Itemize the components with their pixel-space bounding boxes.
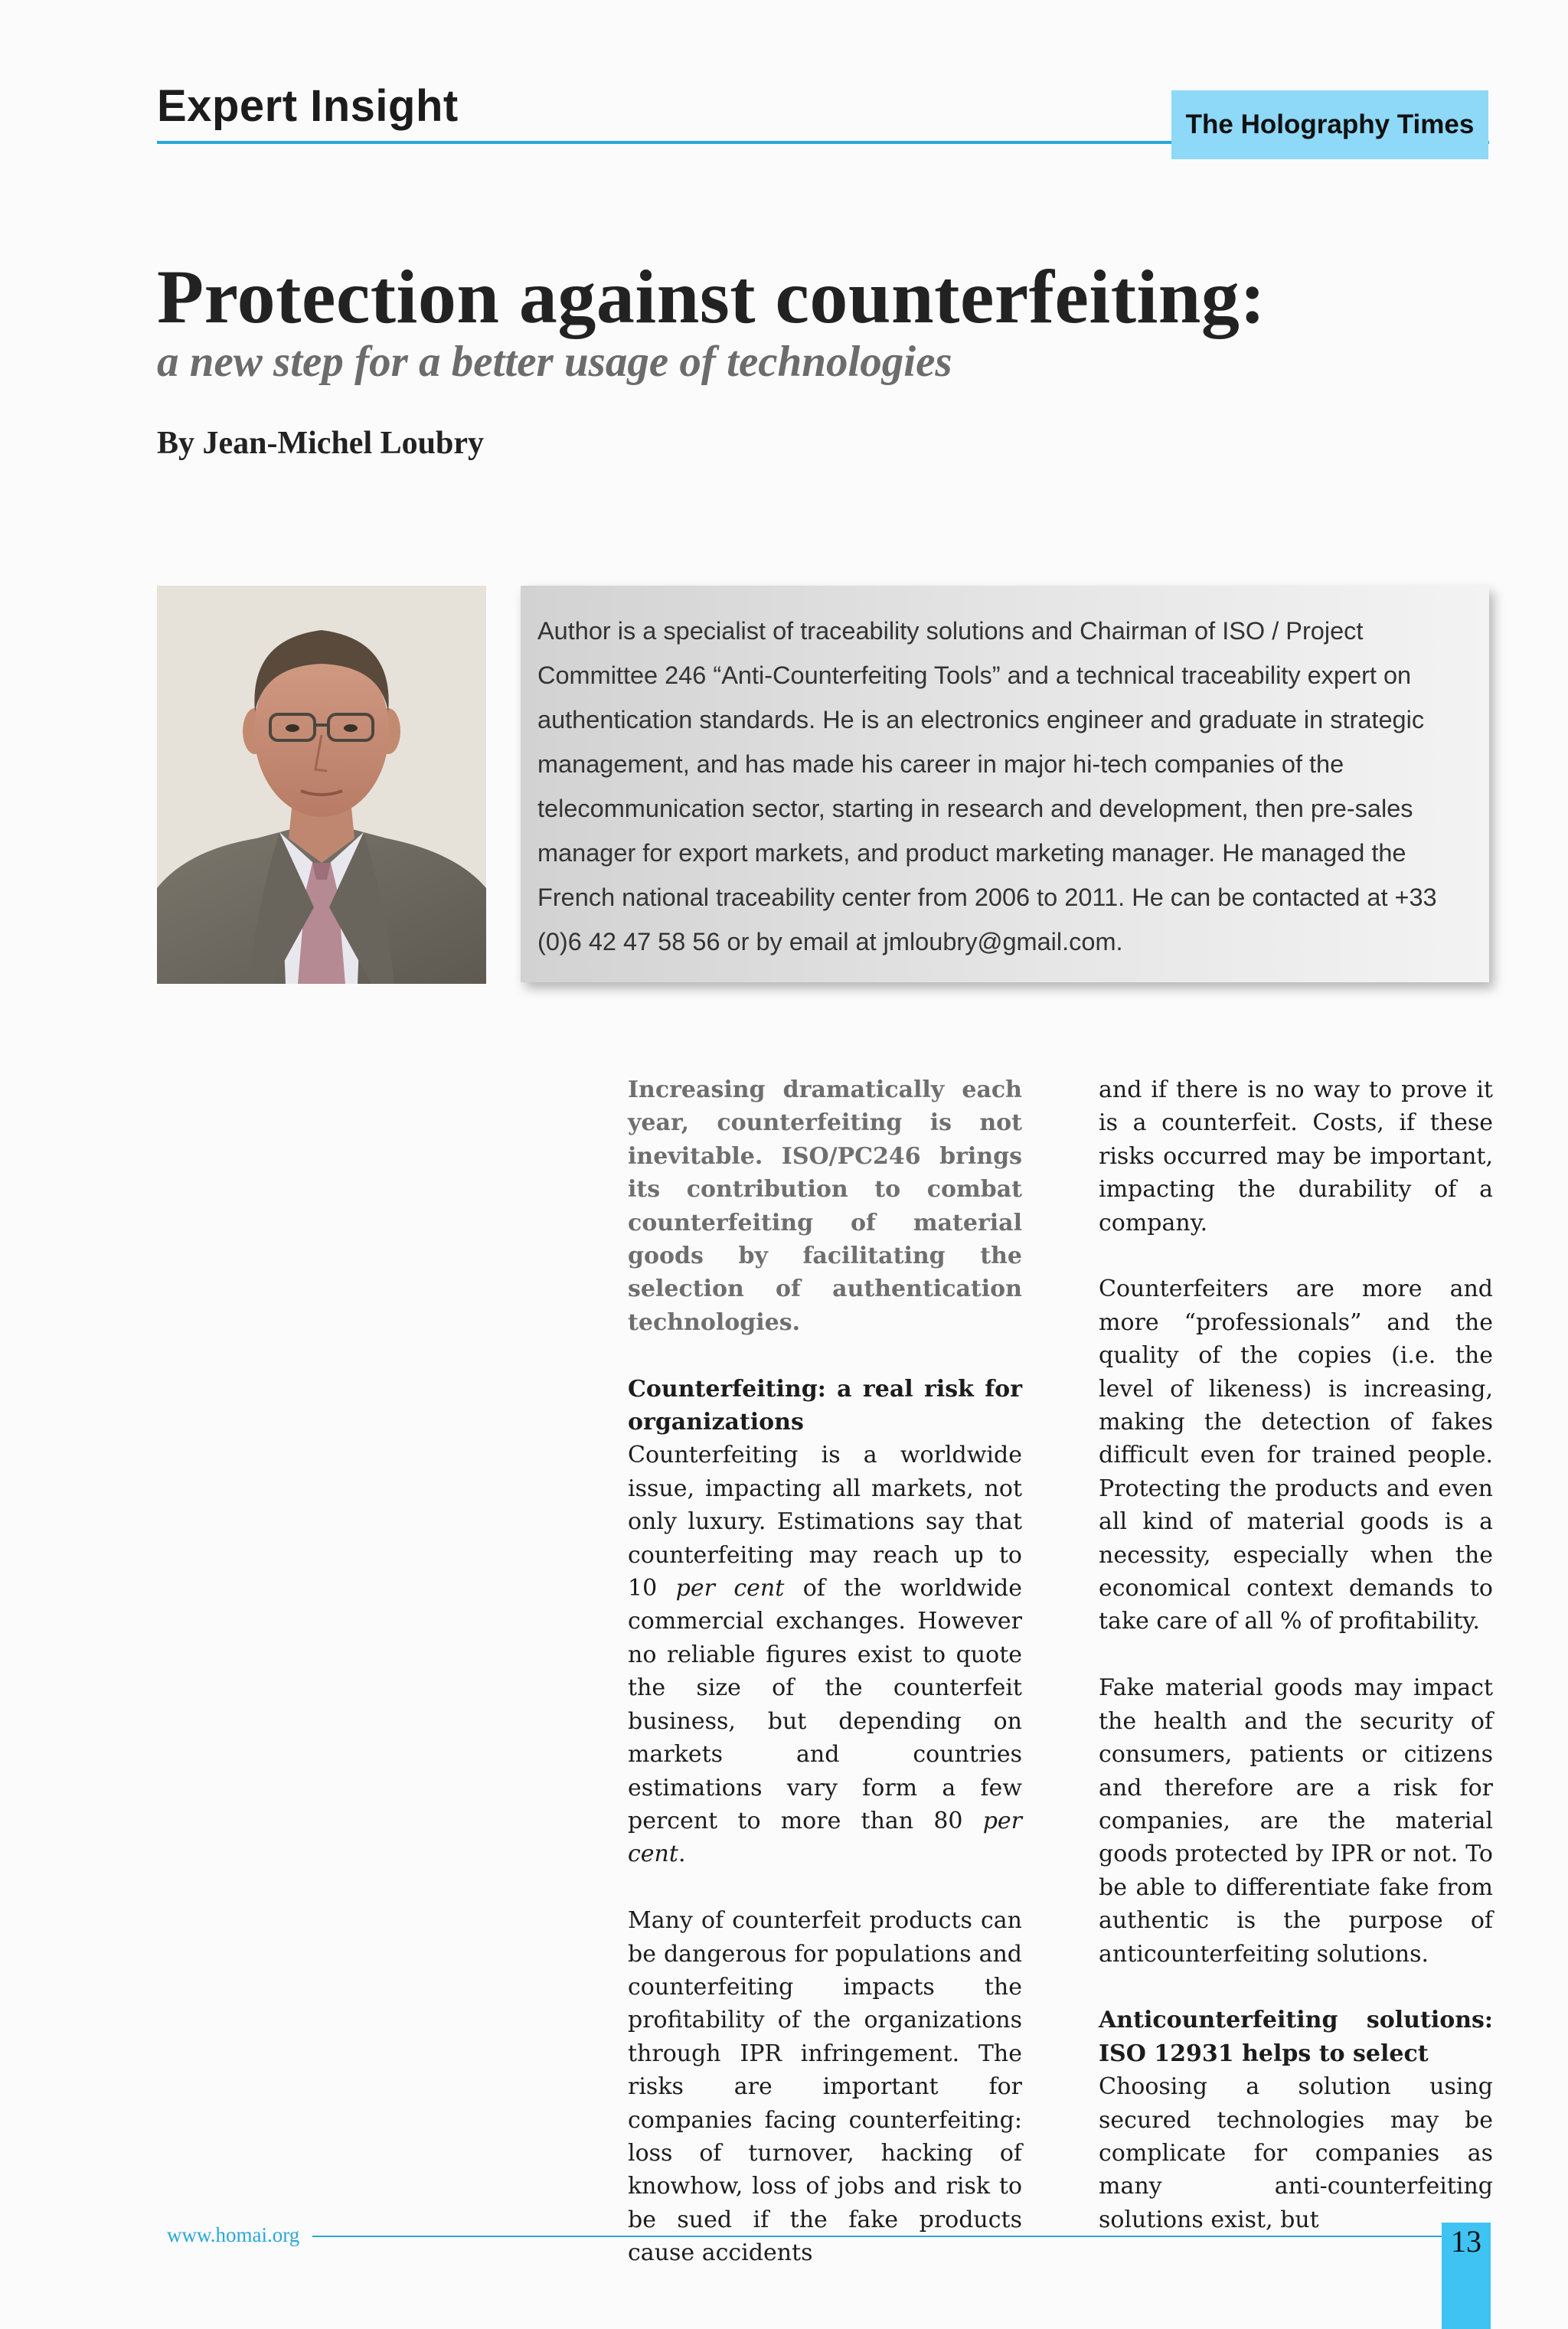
author-portrait-illustration xyxy=(157,586,486,984)
author-bio-text: Author is a specialist of traceability solutions and Chairman of ISO / Project Committee 246 “Anti-Counterfeiting Tools” and a technical traceability expert on authentication standards. He is an electronics engineer and graduate in strategic management, and has made his career in major hi-tech companies of the telecommunication sector, starting in research and development, then pre-sales manager for export markets, and product marketing manager. He managed the French national traceability center from 2006 to 2011. He can be contacted at +33 (0)6 42 47 58 56 or by email at jmloubry@gmail.com. xyxy=(537,617,1437,955)
paragraph-5: Fake material goods may impact the health and the security of consumers, patients or citizens and therefore are a risk for companies, are the material goods protected by IPR or not. To be able to differentiate fake from authentic is the purpose of anticounterfeiting solutions. xyxy=(1099,1674,1493,1968)
section-heading-risk: Counterfeiting: a real risk for organizations xyxy=(628,1375,1022,1436)
page-number: 13 xyxy=(1442,2223,1491,2329)
author-bio-box xyxy=(521,586,1489,982)
paragraph-1-part-b: of the worldwide commercial exchanges. However no reliable figures exist to quote the size of the counterfeit business, but depending on markets and countries estimations vary form a few percent to more than 80 xyxy=(628,1575,1022,1834)
byline: By Jean-Michel Loubry xyxy=(157,426,484,461)
paragraph-1-part-c: . xyxy=(678,1841,686,1868)
paragraph-1-emphasis-2: per cent xyxy=(628,1807,1022,1868)
paragraph-1-part-a: Counterfeiting is a worldwide issue, impacting all markets, not only luxury. Estimations say that counterfeiting may reach up to 10 xyxy=(628,1442,1022,1602)
article-lead: Increasing dramatically each year, counterfeiting is not inevitable. ISO/PC246 brings its contribution to combat counterfeiting of material goods by facilitating the selection of authentication technologies. xyxy=(628,1076,1022,1336)
body-column-1 xyxy=(628,1073,1022,2270)
paragraph-1 xyxy=(628,1439,1022,1870)
paragraph-1-emphasis-1: per cent xyxy=(675,1575,785,1602)
publication-badge: The Holography Times xyxy=(1171,90,1488,159)
paragraph-6: Choosing a solution using secured technologies may be complicate for companies as many anti-counterfeiting solutions exist, but xyxy=(1099,2073,1493,2233)
article-title: Protection against counterfeiting: xyxy=(157,254,1266,339)
footer-url[interactable]: www.homai.org xyxy=(167,2223,300,2246)
paragraph-4: Counterfeiters are more and more “professionals” and the quality of the copies (i.e. the level of likeness) is increasing, making the detection of fakes difficult even for trained people. Protecting the products and even all kind of material goods is a necessity, especially when the economical context demands to take care of all % of profitability. xyxy=(1099,1276,1493,1635)
author-photo xyxy=(157,586,486,984)
section-label: Expert Insight xyxy=(157,81,459,131)
paragraph-2: Many of counterfeit products can be dangerous for populations and counterfeiting impacts the profitability of the organizations through IPR infringement. The risks are important for companies facing counterfeiting: loss of turnover, hacking of knowhow, loss of jobs and risk to be sued if the fake products cause accidents xyxy=(628,1907,1022,2267)
section-heading-solutions: Anticounterfeiting solutions: ISO 12931 helps to select xyxy=(1099,2007,1493,2067)
paragraph-3: and if there is no way to prove it is a counterfeit. Costs, if these risks occurred may be important, impacting the durability of a company. xyxy=(1099,1076,1493,1236)
article-subtitle: a new step for a better usage of technologies xyxy=(157,338,952,386)
footer-rule xyxy=(312,2236,1442,2237)
body-column-2 xyxy=(1099,1073,1493,2236)
